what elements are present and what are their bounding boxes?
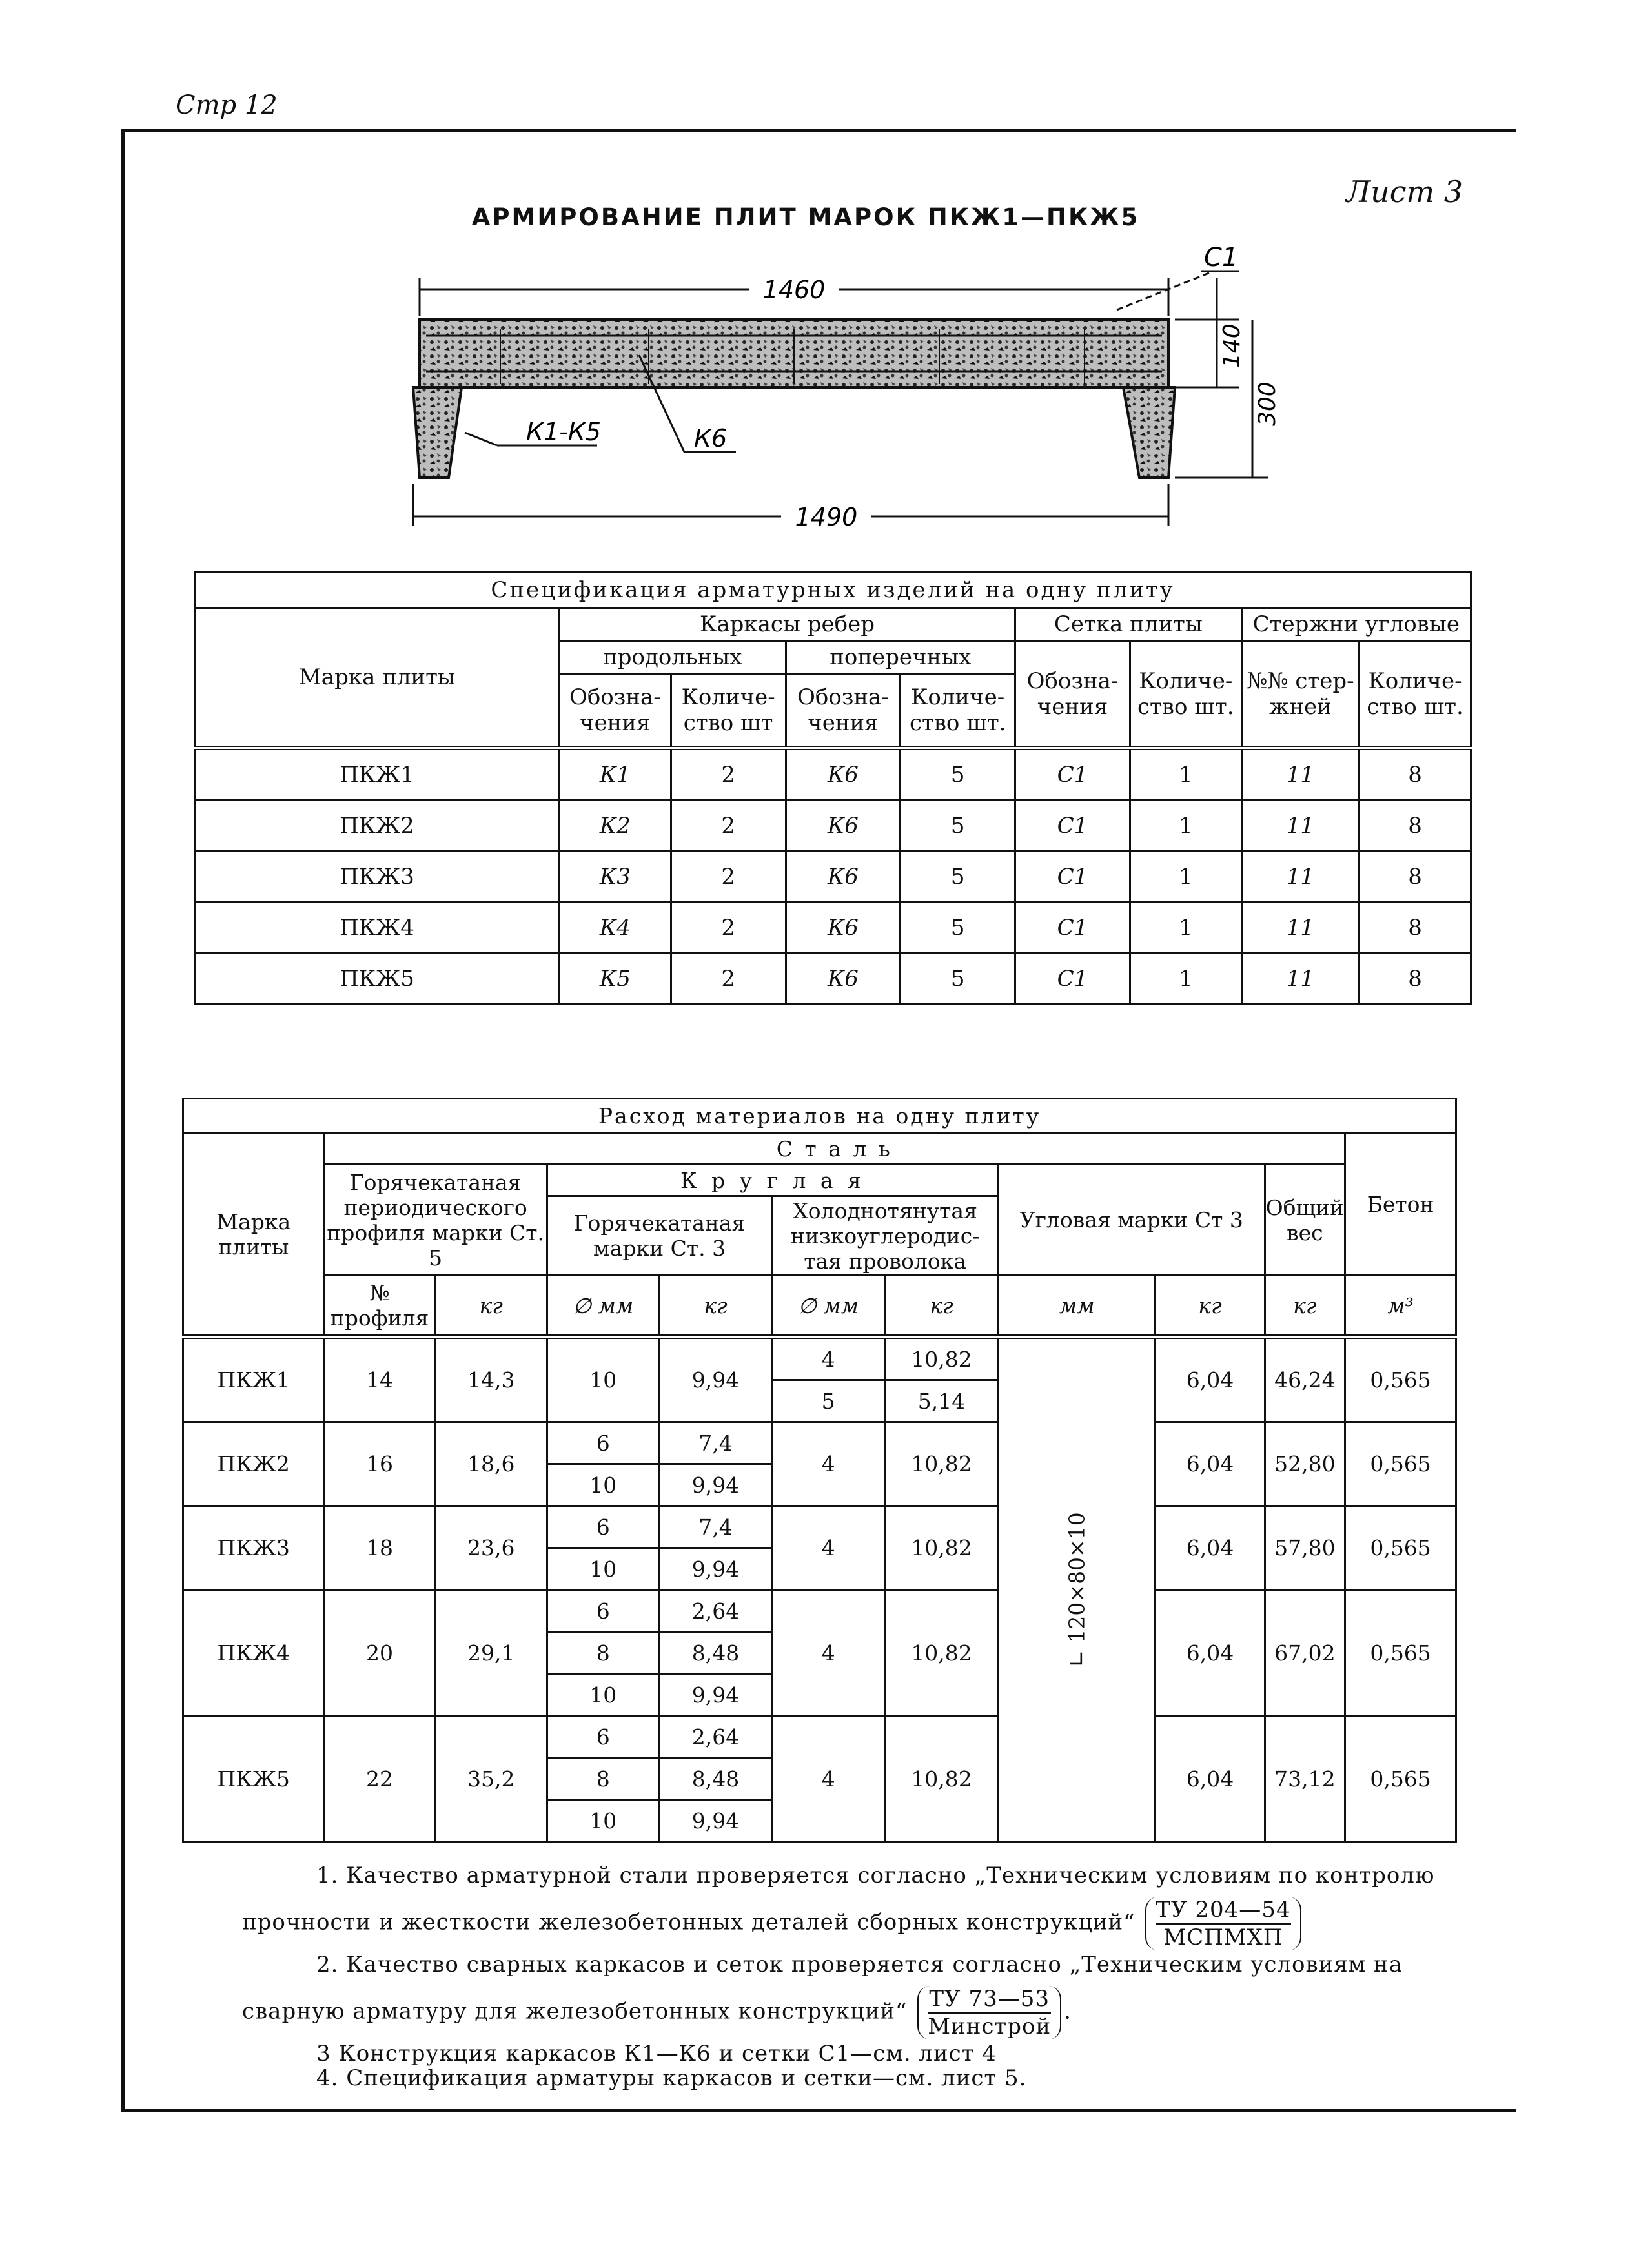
spec-cell-cq: 1 (1130, 852, 1241, 903)
mat-cell-total: 52,80 (1265, 1422, 1345, 1506)
spec-row (195, 852, 1471, 903)
mat-cell-round-kg: 8,48 (659, 1632, 772, 1674)
materials-table (182, 1098, 1457, 1843)
label-k6: К6 (694, 424, 728, 453)
spec-caption: Спецификация арматурных изделий на одну плиту (195, 573, 1471, 608)
mat-cell-wire-kg: 10,82 (885, 1337, 999, 1380)
mat-cell-mark: ПКЖ1 (183, 1337, 324, 1422)
spec-cell-k: К2 (559, 801, 671, 852)
mat-unit-mm: мм (998, 1276, 1155, 1337)
mat-angle: Угловая марки Ст 3 (998, 1165, 1265, 1276)
mat-cell-round-kg: 8,48 (659, 1758, 772, 1800)
spec-cell-k: К3 (559, 852, 671, 903)
note-1-den: МСПМХП (1163, 1925, 1283, 1950)
mat-cell-round-d: 10 (547, 1548, 659, 1590)
mat-cell-angle-kg: 6,04 (1156, 1716, 1265, 1842)
mat-cell-prof-kg: 18,6 (435, 1422, 547, 1506)
mat-cell-round-kg: 9,94 (659, 1337, 772, 1422)
spec-cell-rq: 8 (1360, 852, 1471, 903)
page-number: Стр 12 (176, 90, 278, 120)
spec-cell-pq: 5 (901, 801, 1015, 852)
spec-cell-rod: 11 (1241, 801, 1359, 852)
spec-cell-k: К1 (559, 748, 671, 801)
mat-group-steel: С т а л ь (324, 1133, 1345, 1165)
spec-col-mark: Марка плиты (195, 608, 560, 748)
spec-mesh-qty: Количе-ство шт. (1130, 641, 1241, 748)
mat-cell-concrete: 0,565 (1345, 1716, 1456, 1842)
spec-group-mesh: Сетка плиты (1015, 608, 1242, 641)
spec-cell-p: К6 (786, 954, 901, 1005)
spec-cell-p: К6 (786, 748, 901, 801)
mat-unit-kg: кг (659, 1276, 772, 1337)
dim-right (1175, 278, 1281, 478)
spec-cell-pq: 5 (901, 903, 1015, 954)
spec-long-designation: Обозна-чения (559, 674, 671, 748)
spec-cell-mark: ПКЖ3 (195, 852, 560, 903)
mat-cold-wire: Холоднотянутая низкоуглеродис-тая проволока (772, 1196, 999, 1276)
mat-caption: Расход материалов на одну плиту (183, 1099, 1456, 1133)
spec-group-rods: Стержни угловые (1241, 608, 1471, 641)
mat-cell-wire-d: 5 (772, 1380, 885, 1422)
dim-1460-text: 1460 (762, 276, 826, 304)
mat-cell-wire-d: 4 (772, 1716, 885, 1842)
mat-row (183, 1337, 1456, 1380)
mat-cell-wire-kg: 10,82 (885, 1506, 999, 1590)
mat-concrete: Бетон (1345, 1133, 1456, 1276)
mat-cell-round-d: 6 (547, 1422, 659, 1464)
note-1-line-1: 1. Качество арматурной стали проверяется согласно „Техническим условиям по контролю (316, 1863, 1435, 1888)
mat-row (183, 1716, 1456, 1758)
mat-cell-prof-kg: 23,6 (435, 1506, 547, 1590)
spec-cell-cq: 1 (1130, 954, 1241, 1005)
dim-1490-text: 1490 (795, 503, 858, 531)
spec-cell-rod: 11 (1241, 903, 1359, 954)
spec-cell-rod: 11 (1241, 748, 1359, 801)
mat-cell-wire-d: 4 (772, 1506, 885, 1590)
dim-300-text: 300 (1254, 382, 1281, 426)
spec-cell-kq: 2 (671, 954, 786, 1005)
spec-rod-no: №№ стер-жней (1241, 641, 1359, 748)
spec-cell-rq: 8 (1360, 903, 1471, 954)
mat-cell-mark: ПКЖ4 (183, 1590, 324, 1716)
note-2-den: Минстрой (928, 2014, 1052, 2039)
mat-cell-total: 57,80 (1265, 1506, 1345, 1590)
mat-cell-angle-kg: 6,04 (1156, 1337, 1265, 1422)
spec-sub-cross: поперечных (786, 641, 1015, 674)
note-3: 3 Конструкция каркасов К1—К6 и сетки С1—см. лист 4 (316, 2041, 997, 2067)
mat-cell-mark: ПКЖ5 (183, 1716, 324, 1842)
mat-cell-round-d: 10 (547, 1337, 659, 1422)
mat-cell-round-kg: 9,94 (659, 1548, 772, 1590)
spec-cross-qty: Количе-ство шт. (901, 674, 1015, 748)
mat-unit-profile: № профиля (324, 1276, 435, 1337)
mat-col-mark: Марка плиты (183, 1133, 324, 1337)
mat-row (183, 1590, 1456, 1632)
mat-cell-wire-kg: 10,82 (885, 1422, 999, 1506)
spec-cell-rq: 8 (1360, 748, 1471, 801)
mat-cell-round-kg: 7,4 (659, 1506, 772, 1548)
spec-cell-pq: 5 (901, 748, 1015, 801)
mat-cell-round-d: 10 (547, 1800, 659, 1842)
mat-angle-size-text: ∟ 120×80×10 (1064, 1512, 1090, 1668)
mat-row (183, 1506, 1456, 1548)
spec-row (195, 903, 1471, 954)
mat-cell-concrete: 0,565 (1345, 1590, 1456, 1716)
spec-cell-mark: ПКЖ1 (195, 748, 560, 801)
slab-section-drawing (400, 239, 1304, 542)
mat-cell-round-d: 6 (547, 1590, 659, 1632)
mat-cell-round-kg: 9,94 (659, 1674, 772, 1716)
mat-cell-wire-d: 4 (772, 1590, 885, 1716)
spec-row (195, 748, 1471, 801)
mat-cell-prof: 20 (324, 1590, 435, 1716)
mat-cell-round-d: 10 (547, 1464, 659, 1506)
spec-row (195, 801, 1471, 852)
mat-angle-size (998, 1337, 1155, 1842)
mat-cell-round-kg: 2,64 (659, 1590, 772, 1632)
note-1-text: прочности и жесткости железобетонных деталей сборных конструкций“ (242, 1909, 1136, 1936)
spec-cell-rq: 8 (1360, 801, 1471, 852)
spec-cell-cq: 1 (1130, 801, 1241, 852)
mat-cell-round-d: 10 (547, 1674, 659, 1716)
spec-cross-designation: Обозна-чения (786, 674, 901, 748)
mat-cell-round-kg: 9,94 (659, 1464, 772, 1506)
note-1-fraction (1145, 1897, 1301, 1950)
note-2-num: ТУ 73—53 (928, 1986, 1051, 2014)
mat-cell-angle-kg: 6,04 (1156, 1506, 1265, 1590)
spec-cell-rq: 8 (1360, 954, 1471, 1005)
dim-1490 (413, 484, 1168, 531)
mat-hot-round: Горячекатаная марки Ст. 3 (547, 1196, 771, 1276)
mat-cell-wire-kg: 10,82 (885, 1716, 999, 1842)
note-2-line-2: сварную арматуру для железобетонных конструкций“ $\frac{ТУ 73—53}{\text{Минстрой}}$ . (242, 1986, 1072, 2039)
spec-group-frames: Каркасы ребер (559, 608, 1015, 641)
spec-cell-p: К6 (786, 801, 901, 852)
mat-cell-mark: ПКЖ2 (183, 1422, 324, 1506)
title-text: АРМИРОВАНИЕ ПЛИТ МАРОК ПКЖ1—ПКЖ5 (471, 203, 1140, 231)
mat-unit-m3: м³ (1345, 1276, 1456, 1337)
mat-cell-wire-d: 4 (772, 1422, 885, 1506)
spec-cell-c: С1 (1015, 748, 1130, 801)
mat-unit-kg: кг (1156, 1276, 1265, 1337)
spec-cell-c: С1 (1015, 954, 1130, 1005)
spec-cell-kq: 2 (671, 801, 786, 852)
note-2-text: сварную арматуру для железобетонных конструкций“ (242, 1998, 908, 2025)
mat-cell-round-d: 8 (547, 1758, 659, 1800)
note-1-num: ТУ 204—54 (1156, 1897, 1290, 1925)
spec-cell-rod: 11 (1241, 954, 1359, 1005)
mat-cell-prof: 14 (324, 1337, 435, 1422)
note-2-line-1: 2. Качество сварных каркасов и сеток проверяется согласно „Техническим условиям на (316, 1952, 1403, 1977)
mat-cell-concrete: 0,565 (1345, 1506, 1456, 1590)
mat-cell-angle-kg: 6,04 (1156, 1422, 1265, 1506)
spec-rod-qty: Количе-ство шт. (1360, 641, 1471, 748)
mat-unit-kg: кг (1265, 1276, 1345, 1337)
mat-cell-angle-kg: 6,04 (1156, 1590, 1265, 1716)
spec-cell-c: С1 (1015, 852, 1130, 903)
note-4: 4. Спецификация арматуры каркасов и сетки—см. лист 5. (316, 2065, 1027, 2091)
mat-unit-kg: кг (885, 1276, 999, 1337)
mat-cell-wire-kg: 10,82 (885, 1590, 999, 1716)
label-c1: С1 (1204, 243, 1239, 272)
spec-cell-pq: 5 (901, 954, 1015, 1005)
label-k1-k5: К1-К5 (526, 418, 602, 446)
sheet-label: Лист 3 (1345, 174, 1463, 209)
mat-cell-round-kg: 2,64 (659, 1716, 772, 1758)
mat-cell-prof: 18 (324, 1506, 435, 1590)
mat-cell-wire-kg: 5,14 (885, 1380, 999, 1422)
mat-cell-total: 67,02 (1265, 1590, 1345, 1716)
mat-cell-total: 46,24 (1265, 1337, 1345, 1422)
mat-hot-periodic: Горячекатаная периодического профиля марки Ст. 5 (324, 1165, 547, 1276)
spec-cell-kq: 2 (671, 748, 786, 801)
spec-cell-mark: ПКЖ4 (195, 903, 560, 954)
dim-1460 (420, 274, 1168, 316)
mat-cell-prof: 22 (324, 1716, 435, 1842)
spec-mesh-designation: Обозна-чения (1015, 641, 1130, 748)
mat-cell-prof-kg: 35,2 (435, 1716, 547, 1842)
spec-cell-p: К6 (786, 852, 901, 903)
mat-unit-kg: кг (435, 1276, 547, 1337)
mat-cell-round-kg: 7,4 (659, 1422, 772, 1464)
note-2-fraction (917, 1986, 1061, 2039)
spec-cell-p: К6 (786, 903, 901, 954)
mat-unit-dia: ∅ мм (547, 1276, 659, 1337)
spec-cell-c: С1 (1015, 903, 1130, 954)
spec-long-qty: Количе-ство шт (671, 674, 786, 748)
mat-cell-round-d: 6 (547, 1716, 659, 1758)
mat-cell-concrete: 0,565 (1345, 1337, 1456, 1422)
spec-cell-mark: ПКЖ5 (195, 954, 560, 1005)
mat-cell-mark: ПКЖ3 (183, 1506, 324, 1590)
mat-unit-dia: ∅ мм (772, 1276, 885, 1337)
mat-cell-prof-kg: 29,1 (435, 1590, 547, 1716)
mat-cell-round-d: 6 (547, 1506, 659, 1548)
mat-cell-wire-d: 4 (772, 1337, 885, 1380)
spec-sub-long: продольных (559, 641, 786, 674)
mat-row (183, 1422, 1456, 1464)
spec-cell-k: К5 (559, 954, 671, 1005)
mat-cell-concrete: 0,565 (1345, 1422, 1456, 1506)
mat-cell-round-kg: 9,94 (659, 1800, 772, 1842)
spec-cell-rod: 11 (1241, 852, 1359, 903)
spec-cell-kq: 2 (671, 903, 786, 954)
mat-cell-prof-kg: 14,3 (435, 1337, 547, 1422)
spec-cell-mark: ПКЖ2 (195, 801, 560, 852)
page-title (0, 203, 1650, 231)
spec-table (194, 571, 1472, 1005)
note-1-line-2 (242, 1897, 1304, 1950)
spec-cell-cq: 1 (1130, 748, 1241, 801)
spec-row (195, 954, 1471, 1005)
spec-cell-k: К4 (559, 903, 671, 954)
spec-cell-cq: 1 (1130, 903, 1241, 954)
slab-body (413, 320, 1175, 478)
mat-cell-round-d: 8 (547, 1632, 659, 1674)
mat-cell-total: 73,12 (1265, 1716, 1345, 1842)
mat-cell-prof: 16 (324, 1422, 435, 1506)
mat-total: Общий вес (1265, 1165, 1345, 1276)
dim-140-text: 140 (1219, 323, 1245, 368)
spec-cell-kq: 2 (671, 852, 786, 903)
spec-cell-pq: 5 (901, 852, 1015, 903)
mat-group-round: К р у г л а я (547, 1165, 998, 1196)
spec-cell-c: С1 (1015, 801, 1130, 852)
